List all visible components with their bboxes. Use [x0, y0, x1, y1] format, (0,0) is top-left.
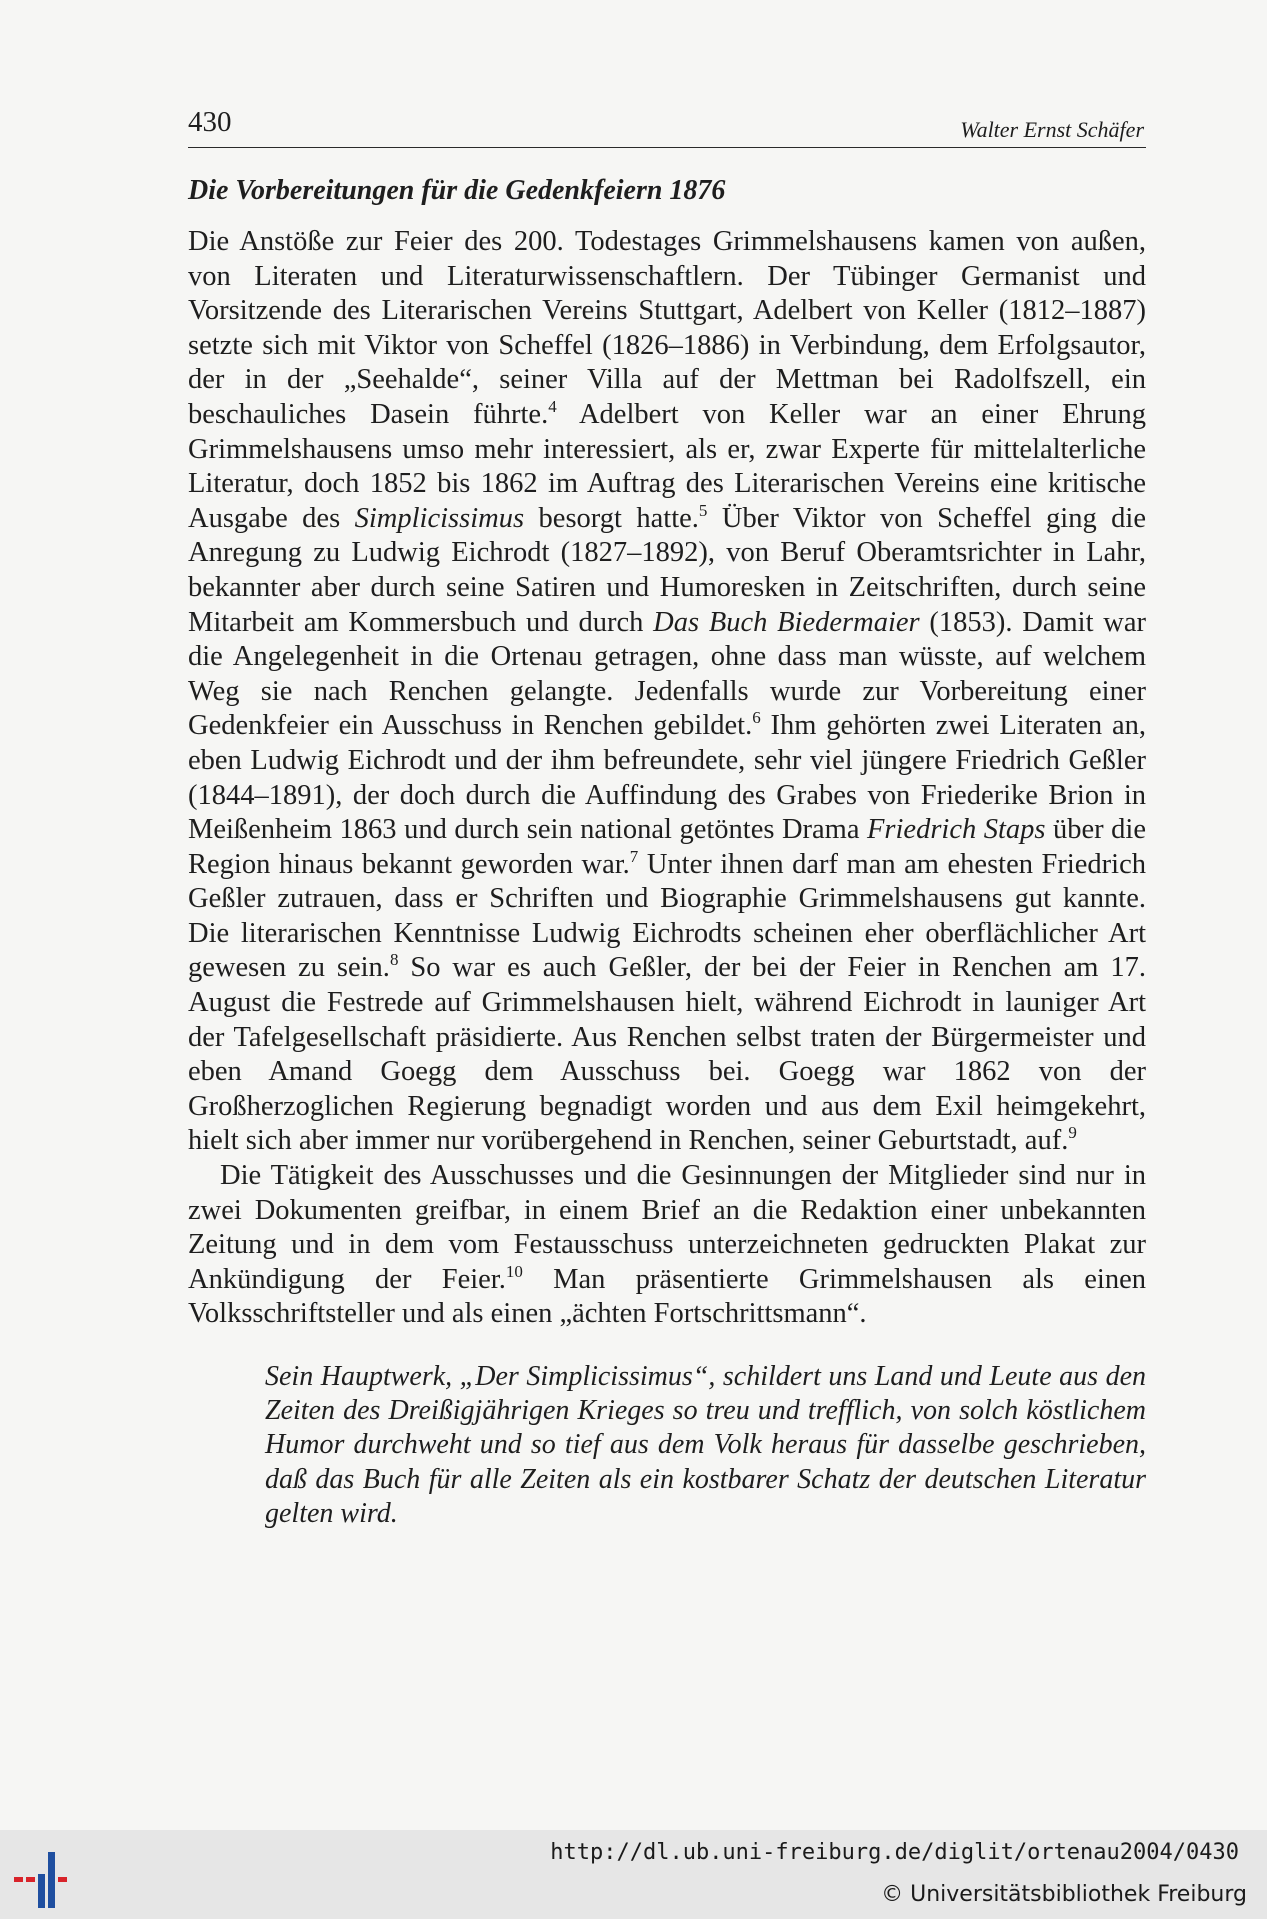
paragraph-1 [188, 225, 1146, 1159]
page-body [188, 174, 1146, 1531]
footnote-ref-5: 5 [698, 500, 708, 520]
page-number: 430 [188, 106, 232, 138]
text-run: Über Viktor von Scheffel ging die Anregung zu Ludwig Eichrodt (1827–1892), von Beruf Oberamtsrichter in Lahr, bekannter aber durch seine Satiren und Humoresken in Zeitschriften, durch seine Mitarbeit am Kommersbuch und durch [188, 502, 1146, 638]
page-header [188, 103, 1146, 148]
text-run: Unter ihnen darf man am ehesten Friedrich Geßler zutrauen, dass er Schriften und Biographie Grimmelshausens gut kannte. Die literarischen Kenntnisse Ludwig Eichrodts scheinen eher oberflächlicher Art gewesen zu sein. [188, 848, 1146, 984]
paragraph-2 [188, 1159, 1146, 1332]
text-run: Die Anstöße zur Feier des 200. Todestages Grimmelshausens kamen von außen, von Literaten und Literaturwissenschaftlern. Der Tübinger Germanist und Vorsitzende des Literarischen Vereins Stuttgart, Adelbert von Keller (1812–1887) setzte sich mit Viktor von Scheffel (1826–1886) in Verbindung, dem Erfolgsautor, der in der „Seehalde“, seiner Villa auf der Mettman bei Radolfszell, ein beschauliches Dasein führte. [188, 226, 1146, 430]
footer-bar [0, 1830, 1267, 1919]
footnote-ref-9: 9 [1068, 1123, 1077, 1143]
footnote-ref-6: 6 [752, 708, 761, 728]
source-url-link[interactable]: http://dl.ub.uni-freiburg.de/diglit/ortenau2004/0430 [550, 1840, 1239, 1865]
text-run: besorgt hatte. [524, 502, 699, 534]
text-run: (1853). Damit war die Angelegenheit in die Ortenau getragen, ohne dass man wüsste, auf welchem Weg sie nach Renchen gelangte. Jedenfalls wurde zur Vorbereitung einer Gedenkfeier ein Ausschuss in Renchen gebildet. [188, 606, 1146, 742]
running-head-author: Walter Ernst Schäfer [960, 117, 1144, 142]
text-run: Die Tätigkeit des Ausschusses und die Gesinnungen der Mitglieder sind nur in zwei Dokumenten greifbar, in einem Brief an die Redaktion einer unbekannten Zeitung und in dem vom Festausschuss unterzeichneten gedruckten Plakat zur Ankündigung der Feier. [188, 1160, 1146, 1295]
text-run: Adelbert von Keller war an einer Ehrung Grimmelshausens umso mehr interessiert, als er, zwar Experte für mittelalterliche Literatur, doch 1852 bis 1862 im Auftrag des Literarischen Vereins eine kritische Ausgabe des [188, 398, 1146, 534]
ub-freiburg-logo-icon [14, 1852, 84, 1908]
italic-title: Friedrich Staps [867, 814, 1046, 846]
block-quote: Sein Hauptwerk, „Der Simplicissimus“, schildert uns Land und Leute aus den Zeiten des Dreißigjährigen Krieges so treu und trefflich, von solch köstlichem Humor durchweht und so tief aus dem Volk heraus für dasselbe geschrieben, daß das Buch für alle Zeiten als ein kostbarer Schatz der deutschen Literatur gelten wird. [265, 1361, 1146, 1529]
text-run: So war es auch Geßler, der bei der Feier in Renchen am 17. August die Festrede auf Grimmelshausen hielt, während Eichrodt in launiger Art der Tafelgesellschaft präsidierte. Aus Renchen selbst traten der Bürgermeister und eben Amand Goegg dem Ausschuss bei. Goegg war 1862 von der Großherzoglichen Regierung begnadigt worden und aus dem Exil heimgekehrt, hielt sich aber immer nur vorübergehend in Renchen, seiner Geburtstadt, auf. [188, 952, 1146, 1157]
copyright-notice: © Universitätsbibliothek Freiburg [881, 1882, 1247, 1907]
italic-title: Das Buch Biedermaier [653, 606, 920, 638]
footnote-ref-7: 7 [629, 846, 639, 866]
footnote-ref-8: 8 [389, 950, 399, 970]
text-run: Man präsentierte Grimmelshausen als einen Volksschriftsteller und als einen „ächten Fortschrittsmann“. [188, 1263, 1146, 1330]
footnote-ref-4: 4 [548, 396, 557, 416]
footnote-ref-10: 10 [505, 1261, 523, 1281]
text-run: über die Region hinaus bekannt geworden war. [188, 814, 1146, 880]
section-heading: Die Vorbereitungen für die Gedenkfeiern 1876 [188, 175, 726, 206]
italic-title: Simplicissimus [354, 502, 525, 534]
text-run: Ihm gehörten zwei Literaten an, eben Ludwig Eichrodt und der ihm befreundete, sehr viel jüngere Friedrich Geßler (1844–1891), der doch durch die Auffindung des Grabes von Friederike Brion in Meißenheim 1863 und durch sein national getöntes Drama [188, 710, 1146, 846]
